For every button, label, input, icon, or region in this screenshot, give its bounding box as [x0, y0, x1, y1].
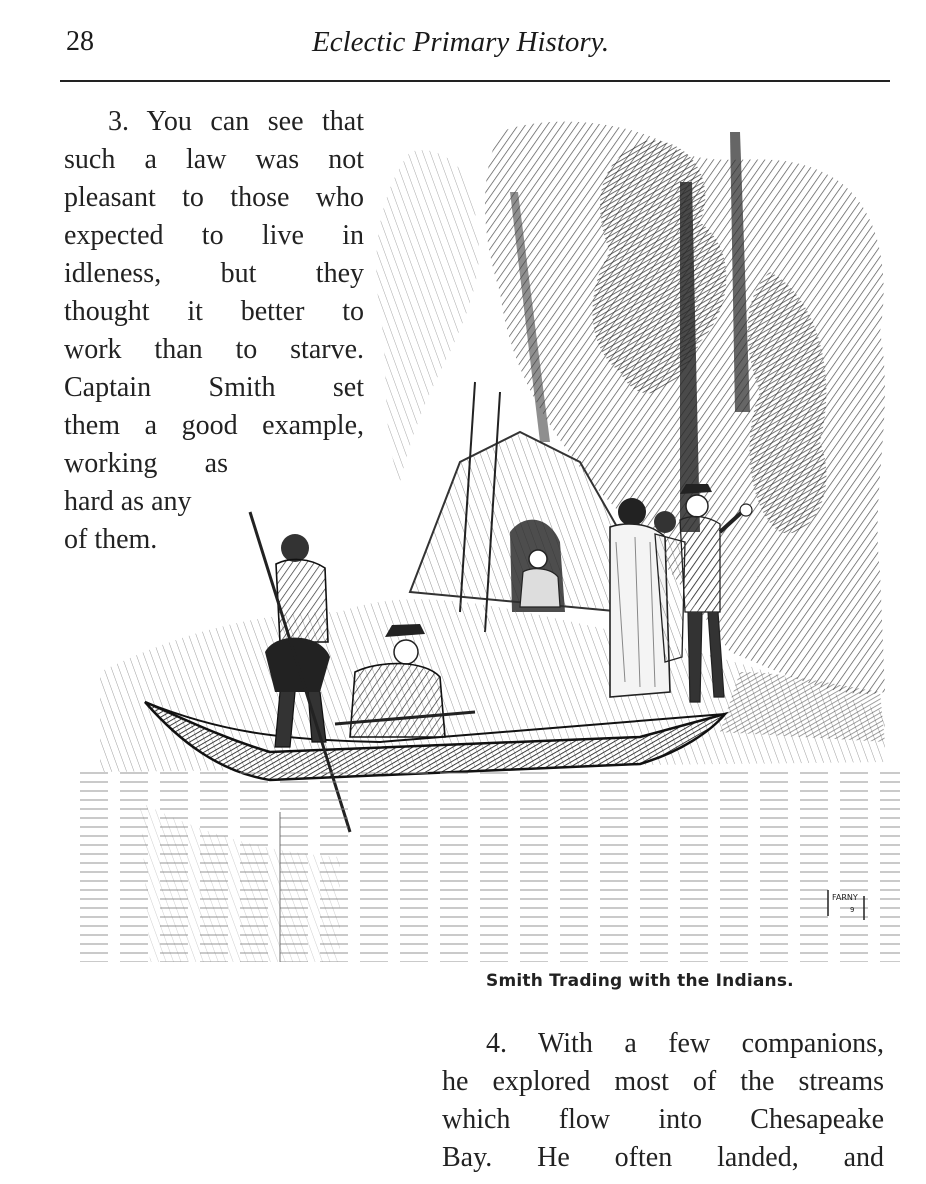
page-header — [0, 0, 926, 90]
header-rule — [60, 80, 890, 82]
paragraph-line: thought it better to — [64, 296, 364, 327]
paragraph-line: 3. You can see that — [108, 106, 364, 137]
paragraph-line: Bay. He often landed, and — [442, 1142, 884, 1173]
paragraph-line: 4. With a few companions, — [486, 1028, 884, 1059]
paragraph-line: work than to starve. — [64, 334, 364, 365]
river-water — [80, 772, 900, 962]
paragraph-line: expected to live in — [64, 220, 364, 251]
paragraph-line: working as — [64, 448, 228, 479]
svg-text:9: 9 — [850, 906, 855, 914]
paragraph-line: of them. — [64, 524, 158, 555]
paragraph-line: idleness, but they — [64, 258, 364, 289]
paragraph-line: he explored most of the streams — [442, 1066, 884, 1097]
paragraph-line: which flow into Chesapeake — [442, 1104, 884, 1135]
artist-signature — [824, 886, 868, 922]
illustration-caption: Smith Trading with the Indians. — [486, 971, 794, 991]
paragraph-line: them a good example, — [64, 410, 364, 441]
paragraph-line: hard as any — [64, 486, 192, 517]
paragraph-line: Captain Smith set — [64, 372, 364, 403]
paragraph-line: pleasant to those who — [64, 182, 364, 213]
paragraph-line: such a law was not — [64, 144, 364, 175]
running-title: Eclectic Primary History. — [312, 26, 610, 58]
page-number: 28 — [66, 26, 94, 57]
artist-signature-text: FARNY — [832, 893, 858, 902]
